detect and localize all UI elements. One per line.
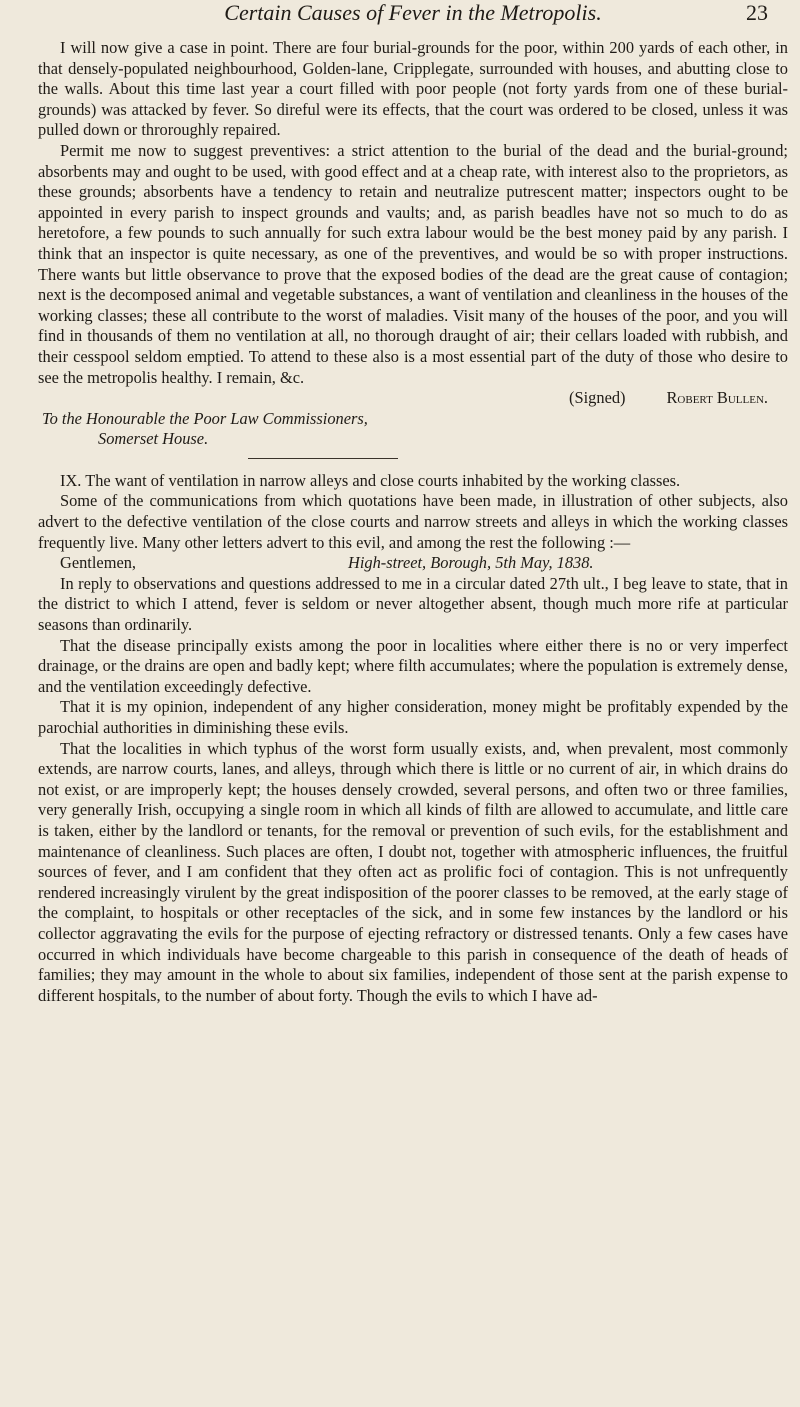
section-heading: IX. The want of ventilation in narrow alleys and close courts inhabited by the working classes. [60,470,681,490]
page-number: 23 [746,0,768,25]
paragraph: That it is my opinion, independent of any higher consideration, money might be profitably expended by the parochial authorities in diminishing these evils. [38,697,788,737]
paragraph: That the disease principally exists among the poor in localities where either there is no or very imperfect drainage, or the drains are open and badly kept; where filth accumulates; where the population is extremely dense, and the ventilation exceedingly defective. [38,635,788,696]
place-date: High-street, Borough, 5th May, 1838. [348,553,594,573]
signature-name: Robert Bullen. [666,388,768,408]
paragraph: That the localities in which typhus of the worst form usually exists, and, when prevalent, most commonly extends, are narrow courts, lanes, and alleys, through which there is little or no current of air, in which drains do not exist, or are improperly kept; the houses densely crowded, several persons, and often two or three families, very generally Irish, occupying a single room in which all kinds of filth are allowed to accumulate, and little care is taken, either by the landlord or tenants, for the removal or prevention of such evils, for the establishment and maintenance of cleanliness. Such places are often, I doubt not, together with atmospheric influences, the fruitful sources of fever, and I am confident that they often act as prolific foci of contagion. This is not unfrequently rendered increasingly virulent by the great indisposition of the poorer classes to be removed, at the early stage of the complaint, to hospitals or other receptacles of the sick, and in some few instances by the landlord or his collector aggravating the evils for the purpose of ejecting refractory or distressed tenants. Only a few cases have occurred in which individuals have become chargeable to this parish in consequence of the death of heads of families; they may amount in the whole to about six families, independent of those sent at the parish expense to different hospitals, to the number of about forty. Though the evils to which I have ad- [38,738,788,1005]
paragraph: In reply to observations and questions addressed to me in a circular dated 27th ult., I beg leave to state, that in the district to which I attend, fever is seldom or never altogether absent, though much more rife at particular seasons than ordinarily. [38,573,788,635]
signed-label: (Signed) [569,388,626,408]
addressee-line: To the Honourable the Poor Law Commissioners, [42,408,368,428]
addressee-line: Somerset House. [98,429,209,449]
paragraph: Some of the communications from which quotations have been made, in illustration of other subjects, also advert to the defective ventilation of the close courts and narrow streets and alleys in which the working classes frequently live. Many other letters advert to this evil, and among the rest the following :— [38,491,788,552]
signature-line [38,388,788,409]
paragraph: Permit me now to suggest preventives: a strict attention to the burial of the dead and the burial-ground; absorbents may and ought to be used, with good effect and at a cheap rate, with interest also to the proprietors, as these grounds; absorbents have a tendency to retain and neutralize putrescent matter; inspectors ought to be appointed in every parish to inspect grounds and vaults; and, as parish beadles have not so much to do as heretofore, a few pounds to such annually for such extra labour would be the best money paid by any parish. I think that an inspector is quite necessary, as one of the preventives, and would be so with proper instructions. There wants but little observance to prove that the exposed bodies of the dead are the great cause of contagion; next is the decomposed animal and vegetable substances, a want of ventilation and cleanliness in the houses of the working classes; these all contribute to the worst of maladies. Visit many of the houses of the poor, and you will find in thousands of them no ventilation at all, no thorough draught of air; their cellars loaded with rubbish, and their cesspool seldom emptied. To attend to these also is a most essential part of the duty of those who desire to see the metropolis healthy. I remain, &c. [38,140,788,387]
section-divider [248,458,398,459]
running-head: Certain Causes of Fever in the Metropolis. [224,0,602,25]
paragraph: I will now give a case in point. There are four burial-grounds for the poor, within 200 yards of each other, in that densely-populated neighbourhood, Golden-lane, Cripplegate, surrounded with houses, and abutting close to the walls. About this time last year a court filled with poor people (not forty yards from one of these burial-grounds) was attacked by fever. So direful were its effects, that the court was ordered to be closed, unless it was pulled down or throroughly repaired. [38,38,788,140]
letter-dateline [38,553,788,574]
salutation: Gentlemen, [60,553,137,573]
page-header [38,0,788,38]
